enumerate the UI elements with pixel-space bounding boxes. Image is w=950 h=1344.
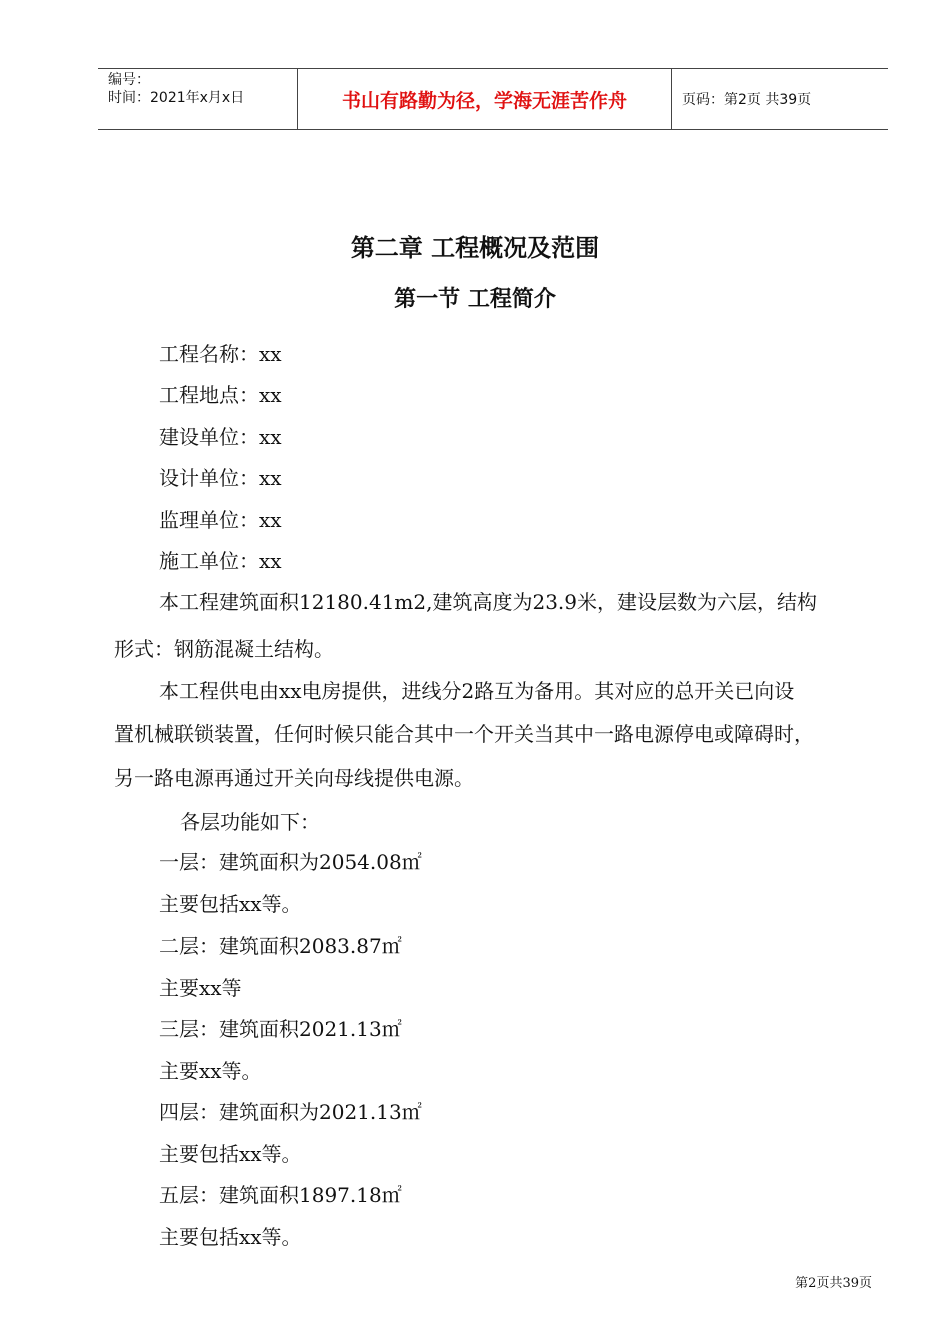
body-line: 二层：建筑面积2083.87㎡ <box>159 934 402 958</box>
body-line: 主要xx等 <box>159 976 242 1000</box>
body-line: 建设单位：xx <box>159 425 282 449</box>
body-line: 另一路电源再通过开关向母线提供电源。 <box>114 766 474 790</box>
body-line: 设计单位：xx <box>159 466 282 490</box>
header-left-cell <box>98 69 298 129</box>
body-line: 主要包括xx等。 <box>159 1225 302 1249</box>
section-title: 第一节 工程简介 <box>394 287 556 312</box>
header-page-label: 页码：第2页 共39页 <box>682 92 812 108</box>
chapter-title: 第二章 工程概况及范围 <box>350 234 600 262</box>
body-line: 本工程建筑面积12180.41m2,建筑高度为23.9米，建设层数为六层，结构 <box>159 590 818 614</box>
body-line: 本工程供电由xx电房提供，进线分2路互为备用。其对应的总开关已向设 <box>159 679 795 703</box>
body-line: 施工单位：xx <box>159 549 282 573</box>
body-line: 主要包括xx等。 <box>159 892 302 916</box>
body-line: 主要xx等。 <box>159 1059 262 1083</box>
body-line: 置机械联锁装置，任何时候只能合其中一个开关当其中一路电源停电或障碍时， <box>114 722 814 746</box>
body-line: 三层：建筑面积2021.13㎡ <box>159 1017 402 1041</box>
body-line: 四层：建筑面积为2021.13㎡ <box>159 1100 422 1124</box>
page-header <box>98 68 888 130</box>
header-motto: 书山有路勤为径，学海无涯苦作舟 <box>298 69 672 129</box>
body-line: 形式：钢筋混凝土结构。 <box>114 637 334 661</box>
body-line: 五层：建筑面积1897.18㎡ <box>159 1183 402 1207</box>
page-footer: 第2页共39页 <box>795 1276 872 1291</box>
body-line: 工程名称：xx <box>159 342 282 366</box>
time-label: 时间：2021年x月x日 <box>108 90 245 106</box>
body-line: 工程地点：xx <box>159 383 282 407</box>
body-line: 一层：建筑面积为2054.08㎡ <box>159 850 422 874</box>
body-line: 各层功能如下： <box>180 810 320 834</box>
body-line: 监理单位：xx <box>159 508 282 532</box>
number-label: 编号： <box>108 72 150 88</box>
body-line: 主要包括xx等。 <box>159 1142 302 1166</box>
